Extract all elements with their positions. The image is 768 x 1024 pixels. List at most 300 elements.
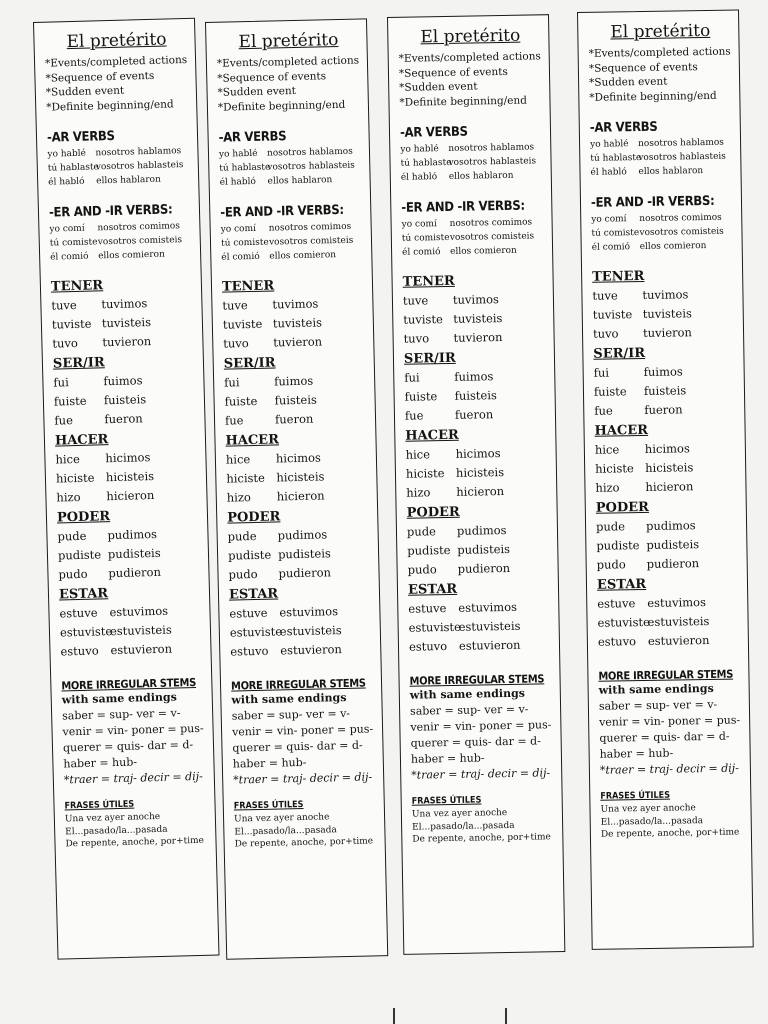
phrase-line: El...pasado/la...pasada bbox=[412, 820, 515, 833]
plural-form: hicieron bbox=[645, 479, 694, 494]
irregular-stems-heading: MORE IRREGULAR STEMS bbox=[61, 675, 197, 693]
plural-form: pudisteis bbox=[646, 537, 700, 552]
er-singular-form: tú comiste bbox=[591, 228, 640, 239]
stem-line: *traer = traj- decir = dij- bbox=[599, 761, 739, 777]
er-plural-form: nosotros comimos bbox=[449, 217, 533, 229]
bookmark-card bbox=[205, 18, 388, 959]
ar-singular-form: yo hablé bbox=[400, 144, 439, 155]
uses-list bbox=[399, 49, 544, 110]
singular-form: fuiste bbox=[593, 384, 627, 399]
plural-form: fuimos bbox=[643, 364, 683, 379]
plural-form: fuimos bbox=[103, 373, 143, 389]
stem-line: haber = hub- bbox=[232, 755, 307, 771]
card-title: El pretérito bbox=[610, 20, 711, 43]
singular-form: hiciste bbox=[55, 470, 95, 486]
singular-form: estuve bbox=[229, 605, 268, 621]
use-item: *Definite beginning/end bbox=[46, 97, 174, 114]
ar-conjugation-table bbox=[47, 144, 192, 190]
er-singular-form: él comió bbox=[50, 251, 89, 263]
ar-singular-form: tú hablaste bbox=[400, 157, 452, 169]
irregular-verb-table bbox=[226, 447, 371, 507]
plural-form: tuvieron bbox=[453, 330, 503, 345]
er-singular-form: él comió bbox=[591, 242, 631, 253]
plural-form: hicisteis bbox=[105, 468, 155, 485]
singular-form: pude bbox=[406, 524, 437, 539]
ar-plural-form: ellos hablaron bbox=[96, 174, 161, 187]
ar-verbs-heading: -AR VERBS bbox=[46, 128, 115, 146]
irregular-verb-table bbox=[229, 601, 374, 661]
uses-list bbox=[217, 53, 362, 114]
use-item: *Definite beginning/end bbox=[217, 98, 346, 114]
plural-form: pudieron bbox=[278, 565, 332, 581]
bookmark-card bbox=[33, 18, 219, 960]
plural-form: estuvieron bbox=[110, 641, 173, 658]
singular-form: fue bbox=[404, 408, 424, 423]
plural-form: tuvimos bbox=[101, 296, 148, 312]
bookmark-card bbox=[387, 14, 565, 955]
irregular-verb-table bbox=[595, 439, 740, 498]
phrase-line: Una vez ayer anoche bbox=[411, 808, 508, 820]
plural-form: hicieron bbox=[276, 488, 325, 504]
useful-phrases-list bbox=[234, 810, 379, 851]
ar-singular-form: él habló bbox=[400, 172, 438, 183]
use-item: *Sequence of events bbox=[588, 60, 698, 75]
use-item: *Events/completed actions bbox=[398, 50, 541, 65]
irregular-verb-heading: PODER bbox=[406, 504, 460, 521]
irregular-verb-heading: PODER bbox=[227, 509, 281, 526]
plural-form: fueron bbox=[104, 411, 143, 427]
plural-form: pudisteis bbox=[457, 541, 511, 557]
plural-form: hicisteis bbox=[276, 469, 325, 485]
singular-form: tuviste bbox=[403, 312, 443, 327]
use-item: *Sudden event bbox=[217, 84, 297, 99]
irregular-verb-heading: HACER bbox=[405, 427, 459, 444]
er-plural-form: vosotros comisteis bbox=[268, 235, 354, 248]
singular-form: pudo bbox=[228, 566, 258, 582]
singular-form: tuviste bbox=[592, 307, 633, 322]
irregular-verb-heading: ESTAR bbox=[596, 576, 647, 593]
er-plural-form: ellos comieron bbox=[450, 245, 517, 257]
irregular-stems-list bbox=[410, 685, 556, 783]
plural-form: pudisteis bbox=[277, 546, 331, 562]
irregular-verb-table bbox=[594, 362, 739, 421]
er-plural-form: vosotros comisteis bbox=[449, 231, 535, 243]
stems-subheading: with same endings bbox=[61, 690, 177, 707]
stem-line: saber = sup- ver = v- bbox=[62, 706, 181, 723]
ar-plural-form: vosotros hablasteis bbox=[95, 160, 184, 173]
stem-line: venir = vin- poner = pus- bbox=[62, 721, 204, 739]
stem-line: querer = quis- dar = d- bbox=[599, 729, 730, 745]
phrase-line: Una vez ayer anoche bbox=[600, 803, 696, 815]
singular-form: pude bbox=[227, 528, 257, 544]
plural-form: fueron bbox=[454, 407, 494, 422]
ar-plural-form: vosotros hablasteis bbox=[267, 160, 356, 173]
irregular-verb-heading: ESTAR bbox=[407, 581, 458, 598]
er-singular-form: tú comiste bbox=[220, 237, 269, 249]
ar-verbs-heading: -AR VERBS bbox=[218, 129, 287, 146]
stem-line: querer = quis- dar = d- bbox=[62, 738, 194, 755]
ar-singular-form: tú hablaste bbox=[47, 162, 99, 174]
singular-form: hizo bbox=[226, 490, 252, 505]
ar-singular-form: él habló bbox=[590, 167, 627, 178]
stems-subheading: with same endings bbox=[598, 681, 714, 697]
plural-form: estuvimos bbox=[647, 595, 707, 610]
singular-form: tuve bbox=[222, 298, 248, 313]
irregular-verb-heading: TENER bbox=[50, 278, 104, 295]
singular-form: fuiste bbox=[53, 393, 87, 409]
plural-form: tuvimos bbox=[272, 296, 319, 312]
er-ir-conjugation-table bbox=[591, 211, 736, 255]
singular-form: pude bbox=[595, 519, 626, 534]
singular-form: estuvo bbox=[408, 639, 448, 654]
irregular-verb-table bbox=[407, 520, 552, 580]
singular-form: hice bbox=[225, 452, 251, 467]
plural-form: tuvisteis bbox=[642, 306, 692, 322]
plural-form: tuvieron bbox=[102, 334, 152, 350]
plural-form: fuimos bbox=[274, 373, 314, 389]
use-item: *Events/completed actions bbox=[588, 45, 731, 60]
singular-form: fui bbox=[53, 375, 69, 390]
irregular-verb-table bbox=[57, 524, 202, 585]
ar-plural-form: nosotros hablamos bbox=[266, 146, 353, 159]
stem-line: querer = quis- dar = d- bbox=[232, 738, 363, 755]
stem-line: haber = hub- bbox=[599, 746, 674, 761]
singular-form: hizo bbox=[595, 480, 620, 495]
singular-form: estuviste bbox=[229, 624, 283, 640]
irregular-verb-heading: ESTAR bbox=[58, 586, 109, 603]
plural-form: estuvimos bbox=[279, 604, 339, 620]
irregular-verb-table bbox=[405, 443, 550, 503]
ar-plural-form: ellos hablaron bbox=[638, 166, 704, 178]
stems-subheading: with same endings bbox=[231, 690, 347, 707]
stem-line: venir = vin- poner = pus- bbox=[410, 718, 552, 734]
stem-line: venir = vin- poner = pus- bbox=[231, 722, 374, 739]
use-item: *Events/completed actions bbox=[216, 54, 360, 70]
irregular-verb-table bbox=[222, 293, 367, 353]
singular-form: pudiste bbox=[407, 542, 451, 558]
ar-verbs-heading: -AR VERBS bbox=[589, 119, 658, 136]
stems-subheading: with same endings bbox=[409, 686, 526, 702]
irregular-verb-table bbox=[51, 293, 196, 354]
ar-singular-form: yo hablé bbox=[590, 139, 629, 150]
irregular-verb-table bbox=[224, 370, 369, 430]
use-item: *Definite beginning/end bbox=[399, 94, 527, 109]
er-ir-verbs-heading: -ER AND -IR VERBS: bbox=[48, 202, 173, 221]
er-singular-form: yo comí bbox=[591, 214, 627, 225]
ar-conjugation-table bbox=[219, 144, 364, 189]
plural-form: tuvisteis bbox=[453, 311, 503, 326]
irregular-verb-heading: ESTAR bbox=[228, 586, 279, 603]
irregular-verb-heading: PODER bbox=[56, 509, 111, 526]
plural-form: estuvieron bbox=[280, 642, 342, 658]
plural-form: hicisteis bbox=[455, 465, 505, 480]
singular-form: estuve bbox=[59, 605, 98, 621]
stem-line: saber = sup- ver = v- bbox=[410, 702, 529, 718]
plural-form: fuisteis bbox=[103, 392, 147, 408]
singular-form: pudiste bbox=[57, 547, 102, 563]
irregular-verb-heading: SER/IR bbox=[223, 355, 276, 372]
singular-form: hice bbox=[55, 451, 80, 467]
irregular-verb-table bbox=[592, 285, 737, 344]
singular-form: hiciste bbox=[595, 461, 634, 476]
singular-form: tuvo bbox=[223, 336, 249, 351]
phrase-line: El...pasado/la...pasada bbox=[234, 824, 337, 838]
phrase-line: El...pasado/la...pasada bbox=[600, 815, 704, 828]
plural-form: pudimos bbox=[277, 527, 328, 543]
singular-form: fue bbox=[594, 403, 613, 418]
use-item: *Definite beginning/end bbox=[589, 89, 717, 104]
plural-form: estuvisteis bbox=[458, 618, 521, 634]
useful-phrases-list bbox=[600, 801, 745, 841]
stem-line: *traer = traj- decir = dij- bbox=[63, 769, 203, 787]
irregular-stems-heading: MORE IRREGULAR STEMS bbox=[409, 672, 545, 688]
singular-form: estuve bbox=[408, 601, 447, 616]
er-singular-form: tú comiste bbox=[401, 232, 450, 244]
plural-form: estuvieron bbox=[647, 632, 710, 648]
singular-form: tuve bbox=[402, 293, 429, 308]
irregular-verb-heading: TENER bbox=[402, 273, 455, 290]
bookmark-card bbox=[577, 9, 754, 949]
er-plural-form: nosotros comimos bbox=[268, 221, 352, 234]
er-ir-conjugation-table bbox=[49, 219, 194, 265]
singular-form: hice bbox=[594, 442, 620, 457]
use-item: *Sequence of events bbox=[45, 69, 155, 85]
use-item: *Sequence of events bbox=[217, 69, 327, 85]
singular-form: fuiste bbox=[224, 393, 258, 409]
singular-form: estuviste bbox=[408, 619, 462, 635]
stem-line: saber = sup- ver = v- bbox=[598, 697, 718, 713]
useful-phrases-heading: FRASES ÚTILES bbox=[64, 799, 135, 812]
er-singular-form: él comió bbox=[221, 251, 260, 263]
useful-phrases-list bbox=[65, 810, 210, 851]
stem-line: *traer = traj- decir = dij- bbox=[411, 766, 551, 782]
plural-form: tuvisteis bbox=[101, 315, 152, 331]
singular-form: hiciste bbox=[226, 470, 266, 486]
irregular-stems-list bbox=[62, 689, 208, 789]
uses-list bbox=[589, 45, 734, 105]
useful-phrases-heading: FRASES ÚTILES bbox=[600, 790, 671, 802]
irregular-verb-heading: TENER bbox=[221, 278, 275, 295]
ar-singular-form: él habló bbox=[48, 176, 85, 188]
singular-form: fue bbox=[54, 413, 74, 428]
irregular-verb-heading: HACER bbox=[225, 432, 280, 449]
use-item: *Sudden event bbox=[399, 80, 478, 94]
singular-form: pudiste bbox=[596, 538, 640, 553]
plural-form: pudimos bbox=[107, 526, 158, 543]
card-title: El pretérito bbox=[66, 29, 167, 53]
plural-form: hicisteis bbox=[645, 460, 694, 475]
useful-phrases-heading: FRASES ÚTILES bbox=[233, 799, 304, 812]
irregular-verb-table bbox=[404, 366, 549, 426]
plural-form: hicimos bbox=[275, 450, 322, 466]
irregular-verb-table bbox=[403, 289, 548, 349]
plural-form: fuimos bbox=[454, 369, 494, 384]
phrase-line: Una vez ayer anoche bbox=[233, 812, 330, 825]
singular-form: fue bbox=[224, 413, 244, 428]
er-singular-form: él comió bbox=[402, 247, 441, 258]
stem-line: saber = sup- ver = v- bbox=[231, 706, 351, 723]
singular-form: tuve bbox=[51, 297, 77, 313]
singular-form: estuve bbox=[597, 596, 636, 611]
singular-form: tuvo bbox=[403, 331, 430, 346]
plural-form: fuisteis bbox=[454, 388, 497, 403]
er-singular-form: yo comí bbox=[220, 223, 257, 235]
plural-form: fueron bbox=[644, 402, 683, 417]
useful-phrases-list bbox=[412, 806, 557, 846]
irregular-verb-table bbox=[55, 447, 200, 508]
card-title: El pretérito bbox=[238, 29, 339, 53]
plural-form: pudieron bbox=[108, 564, 162, 581]
ar-plural-form: vosotros hablasteis bbox=[638, 151, 726, 164]
irregular-verb-heading: SER/IR bbox=[403, 350, 456, 367]
er-plural-form: nosotros comimos bbox=[97, 221, 181, 234]
er-ir-verbs-heading: -ER AND -IR VERBS: bbox=[590, 193, 715, 211]
er-ir-conjugation-table bbox=[402, 215, 547, 260]
plural-form: hicieron bbox=[106, 487, 155, 504]
plural-form: estuvimos bbox=[458, 599, 518, 615]
ar-plural-form: nosotros hablamos bbox=[448, 142, 535, 154]
irregular-stems-list bbox=[599, 680, 744, 778]
plural-form: fueron bbox=[274, 411, 314, 427]
singular-form: tuviste bbox=[51, 316, 92, 332]
singular-form: fui bbox=[224, 375, 240, 390]
singular-form: estuvo bbox=[230, 643, 269, 659]
irregular-verb-table bbox=[59, 601, 204, 662]
er-ir-conjugation-table bbox=[221, 219, 366, 264]
singular-form: hiciste bbox=[405, 466, 445, 481]
plural-form: pudisteis bbox=[107, 545, 161, 562]
irregular-verb-heading: SER/IR bbox=[593, 345, 646, 362]
plural-form: hicimos bbox=[644, 441, 690, 456]
plural-form: tuvimos bbox=[452, 292, 499, 307]
irregular-verb-heading: SER/IR bbox=[52, 355, 105, 372]
uses-list bbox=[45, 53, 190, 115]
plural-form: tuvisteis bbox=[272, 315, 323, 331]
plural-form: estuvimos bbox=[109, 603, 169, 620]
singular-form: estuviste bbox=[597, 614, 650, 630]
singular-form: pudo bbox=[407, 562, 437, 577]
use-item: *Events/completed actions bbox=[44, 53, 188, 70]
er-plural-form: vosotros comisteis bbox=[639, 226, 724, 239]
ar-plural-form: nosotros hablamos bbox=[638, 137, 724, 150]
ar-plural-form: vosotros hablasteis bbox=[448, 156, 537, 168]
irregular-verb-table bbox=[596, 516, 741, 575]
er-ir-verbs-heading: -ER AND -IR VERBS: bbox=[220, 202, 344, 221]
singular-form: tuvo bbox=[52, 335, 79, 351]
singular-form: pudo bbox=[58, 566, 88, 582]
ar-plural-form: ellos hablaron bbox=[448, 170, 514, 182]
er-singular-form: yo comí bbox=[49, 223, 85, 235]
irregular-verb-table bbox=[227, 524, 372, 584]
er-ir-verbs-heading: -ER AND -IR VERBS: bbox=[401, 198, 525, 216]
plural-form: pudieron bbox=[646, 556, 700, 571]
singular-form: pude bbox=[57, 528, 87, 544]
plural-form: pudimos bbox=[645, 518, 696, 533]
plural-form: hicimos bbox=[455, 446, 501, 461]
singular-form: fui bbox=[593, 365, 610, 380]
plural-form: hicieron bbox=[456, 484, 505, 499]
plural-form: estuvisteis bbox=[279, 623, 342, 639]
singular-form: tuve bbox=[592, 288, 618, 303]
singular-form: estuvo bbox=[60, 643, 99, 659]
stem-line: *traer = traj- decir = dij- bbox=[233, 770, 373, 787]
plural-form: fuisteis bbox=[643, 383, 687, 398]
er-singular-form: tú comiste bbox=[49, 237, 98, 249]
irregular-verb-table bbox=[53, 370, 198, 431]
ar-singular-form: él habló bbox=[219, 176, 257, 188]
plural-form: tuvieron bbox=[273, 334, 323, 350]
er-singular-form: yo comí bbox=[401, 219, 437, 230]
ar-singular-form: tú hablaste bbox=[590, 153, 642, 164]
cut-mark bbox=[505, 1008, 507, 1024]
ar-conjugation-table bbox=[400, 140, 545, 185]
er-plural-form: ellos comieron bbox=[98, 249, 165, 262]
plural-form: estuvisteis bbox=[647, 613, 710, 629]
ar-plural-form: nosotros hablamos bbox=[95, 146, 182, 159]
plural-form: estuvieron bbox=[458, 637, 521, 653]
use-item: *Sudden event bbox=[45, 84, 125, 99]
cut-mark bbox=[393, 1008, 395, 1024]
phrase-line: De repente, anoche, por+time bbox=[65, 835, 205, 850]
singular-form: tuvo bbox=[592, 326, 619, 341]
plural-form: pudieron bbox=[457, 560, 511, 576]
stem-line: haber = hub- bbox=[63, 755, 138, 771]
plural-form: estuvisteis bbox=[109, 622, 172, 639]
er-plural-form: vosotros comisteis bbox=[97, 235, 183, 248]
phrase-line: De repente, anoche, por+time bbox=[412, 832, 551, 845]
irregular-stems-heading: MORE IRREGULAR STEMS bbox=[230, 676, 366, 693]
plural-form: fuisteis bbox=[274, 392, 318, 408]
irregular-verb-heading: HACER bbox=[594, 422, 649, 439]
er-plural-form: ellos comieron bbox=[639, 240, 707, 253]
irregular-verb-heading: TENER bbox=[592, 268, 645, 285]
irregular-verb-heading: HACER bbox=[54, 432, 109, 449]
plural-form: tuvimos bbox=[642, 287, 689, 303]
stem-line: querer = quis- dar = d- bbox=[410, 734, 541, 750]
stem-line: venir = vin- poner = pus- bbox=[599, 713, 741, 729]
ar-singular-form: tú hablaste bbox=[219, 162, 271, 174]
singular-form: pudiste bbox=[227, 547, 272, 563]
singular-form: pudo bbox=[596, 557, 626, 572]
useful-phrases-heading: FRASES ÚTILES bbox=[411, 795, 482, 807]
ar-conjugation-table bbox=[590, 136, 735, 180]
er-plural-form: nosotros comimos bbox=[639, 212, 722, 225]
ar-singular-form: yo hablé bbox=[47, 148, 87, 160]
phrase-line: De repente, anoche, por+time bbox=[600, 827, 740, 840]
singular-form: fui bbox=[404, 370, 420, 385]
singular-form: hice bbox=[405, 447, 431, 462]
singular-form: hizo bbox=[56, 489, 81, 505]
plural-form: pudimos bbox=[456, 522, 507, 538]
ar-singular-form: yo hablé bbox=[218, 148, 258, 160]
singular-form: hizo bbox=[406, 485, 431, 500]
phrase-line: De repente, anoche, por+time bbox=[234, 836, 374, 850]
irregular-verb-heading: PODER bbox=[595, 499, 650, 516]
singular-form: estuvo bbox=[597, 634, 637, 649]
singular-form: tuviste bbox=[222, 316, 263, 332]
plural-form: hicimos bbox=[105, 450, 151, 466]
irregular-stems-list bbox=[231, 689, 377, 788]
phrase-line: El...pasado/la...pasada bbox=[65, 824, 168, 837]
plural-form: tuvieron bbox=[642, 325, 692, 341]
irregular-verb-table bbox=[408, 597, 553, 657]
stem-line: haber = hub- bbox=[410, 751, 485, 766]
irregular-verb-table bbox=[597, 592, 742, 651]
ar-verbs-heading: -AR VERBS bbox=[399, 124, 468, 141]
irregular-stems-heading: MORE IRREGULAR STEMS bbox=[598, 667, 734, 683]
card-title: El pretérito bbox=[420, 25, 521, 48]
singular-form: fuiste bbox=[404, 389, 438, 404]
